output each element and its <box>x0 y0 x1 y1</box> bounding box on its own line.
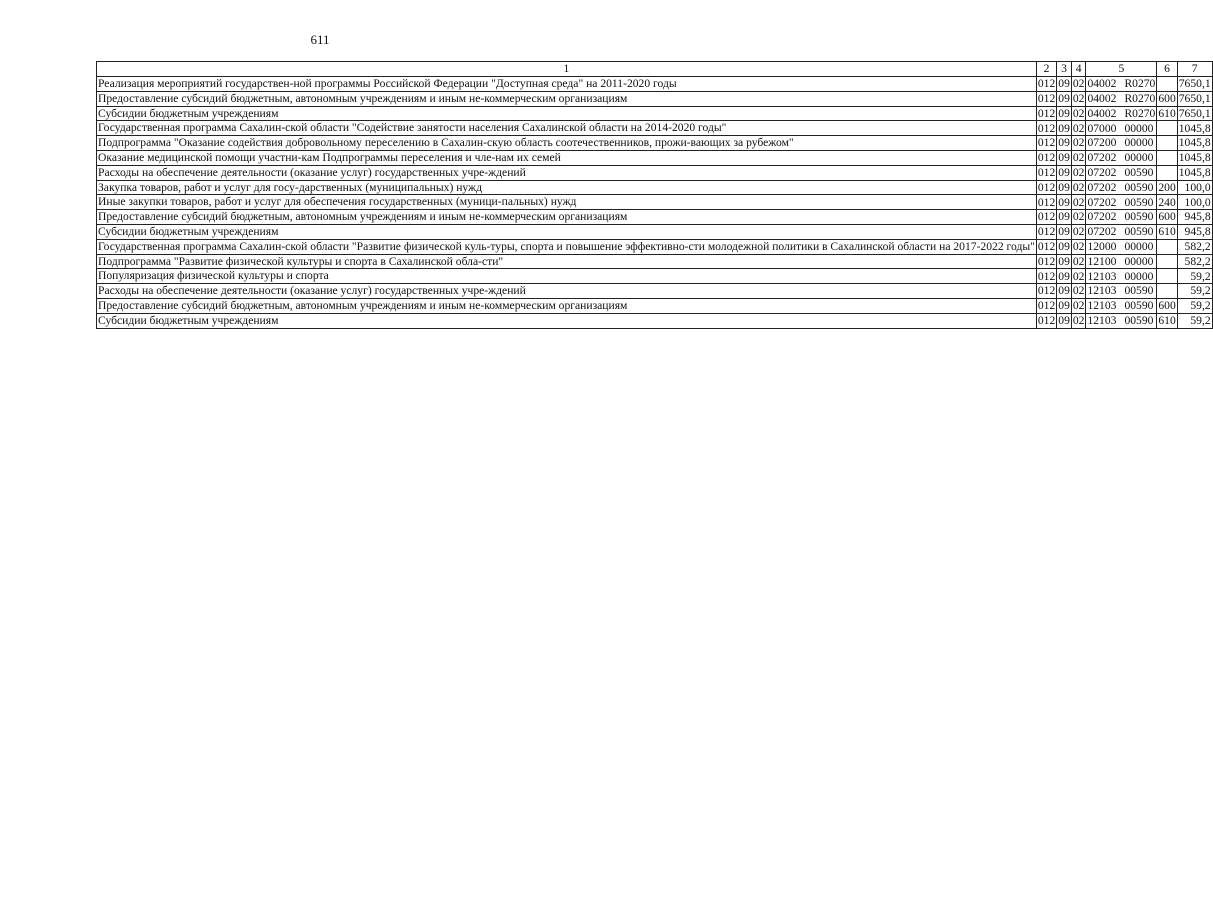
table-body <box>97 77 1213 329</box>
section-code: 09 <box>1058 180 1070 194</box>
column-header: 2 <box>1036 62 1056 77</box>
target-article-code <box>1086 106 1157 121</box>
ministry-code: 012 <box>1037 240 1056 254</box>
ministry-code: 012 <box>1037 166 1056 180</box>
section-code: 09 <box>1058 314 1070 328</box>
expense-type-code: 200 <box>1158 180 1176 194</box>
subsection-code: 02 <box>1072 106 1085 120</box>
target-article-code <box>1086 239 1157 254</box>
ministry-code: 012 <box>1037 136 1056 150</box>
expense-type-code: 240 <box>1158 195 1176 209</box>
target-article-code <box>1086 298 1157 313</box>
amount-value: 7650,1 <box>1178 77 1211 91</box>
expense-type-code: 600 <box>1158 299 1176 313</box>
target-article-part-b: 00590 <box>1124 314 1154 328</box>
ministry-code: 012 <box>1037 195 1056 209</box>
subsection-code: 02 <box>1072 240 1085 254</box>
section-code: 09 <box>1058 195 1070 209</box>
expense-type-code <box>1157 77 1177 92</box>
subsection-code: 02 <box>1072 136 1085 150</box>
expense-type-code: 610 <box>1158 314 1176 328</box>
row-description: Реализация мероприятий государствен-ной программы Российской Федерации "Доступная среда" на 2011-2020 годы <box>97 77 1037 92</box>
row-description: Государственная программа Сахалин-ской области "Развитие физической куль-туры, спорта и повышение эффективно-сти молодежной политики в Сахалинской области на 2017-2022 годы" <box>98 239 1035 253</box>
subsection-code: 02 <box>1072 225 1085 239</box>
table-row <box>97 210 1213 225</box>
target-article-code <box>1086 269 1157 284</box>
target-article-code <box>1086 91 1157 106</box>
target-article-part-a: 07202 <box>1087 210 1117 224</box>
subsection-code: 02 <box>1072 195 1085 209</box>
target-article-code <box>1086 180 1157 195</box>
table-row <box>97 313 1213 328</box>
row-description: Предоставление субсидий бюджетным, автономным учреждениям и иным не-коммерческим организациям <box>97 210 1037 225</box>
target-article-part-a: 04002 <box>1087 92 1117 106</box>
target-article-part-b: 00000 <box>1124 151 1154 165</box>
expense-type-code: 610 <box>1158 106 1176 120</box>
ministry-code: 012 <box>1037 314 1056 328</box>
row-description: Подпрограмма "Оказание содействия добровольному переселению в Сахалин-скую область соотечественников, прожи-вающих за рубежом" <box>97 136 1037 151</box>
section-code: 09 <box>1058 92 1070 106</box>
expense-type-code <box>1157 239 1177 254</box>
row-description: Закупка товаров, работ и услуг для госу-дарственных (муниципальных) нужд <box>97 180 1037 195</box>
target-article-code <box>1086 150 1157 165</box>
subsection-code: 02 <box>1072 77 1085 91</box>
amount-value: 945,8 <box>1177 224 1212 239</box>
amount-value: 59,2 <box>1177 298 1212 313</box>
section-code: 09 <box>1058 284 1070 298</box>
row-description: Государственная программа Сахалин-ской области "Содействие занятости населения Сахалинской области на 2014-2020 годы" <box>97 121 1037 136</box>
ministry-code: 012 <box>1037 106 1056 120</box>
amount-value: 582,2 <box>1177 254 1212 269</box>
table-row <box>97 224 1213 239</box>
row-description: Популяризация физической культуры и спорта <box>97 269 1037 284</box>
target-article-code <box>1086 165 1157 180</box>
target-article-part-a: 12103 <box>1087 314 1117 328</box>
table-row <box>97 269 1213 284</box>
table-row <box>97 77 1213 92</box>
subsection-code: 02 <box>1072 284 1085 298</box>
target-article-part-b: 00000 <box>1124 121 1154 135</box>
target-article-part-b: 00000 <box>1124 269 1154 283</box>
expense-type-code <box>1157 150 1177 165</box>
row-description: Оказание медицинской помощи участни-кам Подпрограммы переселения и чле-нам их семей <box>97 150 1037 165</box>
target-article-part-b: 00000 <box>1124 136 1154 150</box>
expense-type-code <box>1157 284 1177 299</box>
target-article-part-a: 12103 <box>1087 269 1117 283</box>
section-code: 09 <box>1058 210 1070 224</box>
section-code: 09 <box>1058 136 1070 150</box>
ministry-code: 012 <box>1037 299 1056 313</box>
target-article-part-a: 12103 <box>1087 284 1117 298</box>
ministry-code: 012 <box>1037 121 1056 135</box>
header-row <box>97 62 1213 77</box>
ministry-code: 012 <box>1037 92 1056 106</box>
expense-type-code <box>1157 121 1177 136</box>
amount-value: 945,8 <box>1177 210 1212 225</box>
target-article-part-a: 07200 <box>1087 136 1117 150</box>
target-article-code <box>1086 313 1157 328</box>
table-row <box>97 106 1213 121</box>
section-code: 09 <box>1058 77 1070 91</box>
section-code: 09 <box>1058 269 1070 283</box>
amount-value: 59,2 <box>1177 269 1212 284</box>
target-article-code <box>1086 77 1157 92</box>
section-code: 09 <box>1058 254 1070 268</box>
target-article-part-a: 07202 <box>1087 195 1117 209</box>
target-article-part-b: 00590 <box>1124 166 1154 180</box>
column-header: 7 <box>1177 62 1212 77</box>
section-code: 09 <box>1058 225 1070 239</box>
table-row <box>97 150 1213 165</box>
section-code: 09 <box>1058 240 1070 254</box>
ministry-code: 012 <box>1037 77 1056 91</box>
amount-value: 100,0 <box>1177 195 1212 210</box>
ministry-code: 012 <box>1037 210 1056 224</box>
target-article-part-b: 00000 <box>1124 254 1154 268</box>
section-code: 09 <box>1058 106 1070 120</box>
target-article-code <box>1086 195 1157 210</box>
column-header: 1 <box>97 62 1037 77</box>
target-article-part-a: 07202 <box>1087 151 1117 165</box>
target-article-part-a: 07202 <box>1087 225 1117 239</box>
subsection-code: 02 <box>1072 299 1085 313</box>
column-header: 5 <box>1086 62 1157 77</box>
ministry-code: 012 <box>1037 269 1056 283</box>
target-article-code <box>1086 210 1157 225</box>
amount-value: 582,2 <box>1177 239 1212 254</box>
row-description: Расходы на обеспечение деятельности (оказание услуг) государственных учре-ждений <box>97 165 1037 180</box>
target-article-code <box>1086 224 1157 239</box>
table-row <box>97 298 1213 313</box>
table-row <box>97 284 1213 299</box>
target-article-part-b: 00590 <box>1124 299 1154 313</box>
target-article-part-a: 12100 <box>1087 254 1117 268</box>
expense-type-code <box>1157 165 1177 180</box>
table-row <box>97 180 1213 195</box>
expense-type-code <box>1157 254 1177 269</box>
amount-value: 1045,8 <box>1178 151 1211 165</box>
subsection-code: 02 <box>1072 92 1085 106</box>
ministry-code: 012 <box>1037 225 1056 239</box>
expense-type-code: 600 <box>1158 210 1176 224</box>
table-row <box>97 121 1213 136</box>
target-article-code <box>1086 284 1157 299</box>
ministry-code: 012 <box>1037 151 1056 165</box>
ministry-code: 012 <box>1037 284 1056 298</box>
subsection-code: 02 <box>1072 269 1085 283</box>
amount-value: 100,0 <box>1177 180 1212 195</box>
row-description: Субсидии бюджетным учреждениям <box>97 313 1037 328</box>
amount-value: 7650,1 <box>1178 106 1211 120</box>
target-article-part-a: 12000 <box>1087 240 1117 254</box>
target-article-part-b: R0270 <box>1124 106 1156 120</box>
subsection-code: 02 <box>1072 166 1085 180</box>
amount-value: 7650,1 <box>1178 92 1211 106</box>
target-article-part-b: 00590 <box>1124 180 1154 194</box>
amount-value: 1045,8 <box>1178 121 1211 135</box>
subsection-code: 02 <box>1072 254 1085 268</box>
subsection-code: 02 <box>1072 121 1085 135</box>
row-description: Расходы на обеспечение деятельности (оказание услуг) государственных учре-ждений <box>97 284 1037 299</box>
target-article-part-b: 00590 <box>1124 284 1154 298</box>
row-description: Предоставление субсидий бюджетным, автономным учреждениям и иным не-коммерческим организациям <box>97 298 1037 313</box>
target-article-part-b: 00590 <box>1124 195 1154 209</box>
section-code: 09 <box>1058 299 1070 313</box>
section-code: 09 <box>1058 151 1070 165</box>
expense-type-code <box>1157 136 1177 151</box>
subsection-code: 02 <box>1072 180 1085 194</box>
row-description: Иные закупки товаров, работ и услуг для обеспечения государственных (муници-пальных) нужд <box>97 195 1037 210</box>
row-description: Подпрограмма "Развитие физической культуры и спорта в Сахалинской обла-сти" <box>97 254 1037 269</box>
row-description: Субсидии бюджетным учреждениям <box>97 106 1037 121</box>
table-row <box>97 195 1213 210</box>
section-code: 09 <box>1058 166 1070 180</box>
expense-type-code: 600 <box>1158 92 1176 106</box>
amount-value: 59,2 <box>1177 284 1212 299</box>
target-article-part-a: 04002 <box>1087 106 1117 120</box>
target-article-part-b: 00590 <box>1124 210 1154 224</box>
target-article-part-b: R0270 <box>1124 77 1156 91</box>
subsection-code: 02 <box>1072 151 1085 165</box>
target-article-part-a: 04002 <box>1087 77 1117 91</box>
table-row <box>97 254 1213 269</box>
amount-value: 1045,8 <box>1178 136 1211 150</box>
column-header: 3 <box>1057 62 1072 77</box>
target-article-part-a: 12103 <box>1087 299 1117 313</box>
page-number: 611 <box>310 32 330 47</box>
target-article-code <box>1086 121 1157 136</box>
column-header: 6 <box>1157 62 1177 77</box>
table-row <box>97 239 1213 254</box>
amount-value: 1045,8 <box>1178 166 1211 180</box>
table-row <box>97 91 1213 106</box>
target-article-part-b: 00000 <box>1124 240 1154 254</box>
subsection-code: 02 <box>1072 210 1085 224</box>
section-code: 09 <box>1058 121 1070 135</box>
table-row <box>97 165 1213 180</box>
row-description: Предоставление субсидий бюджетным, автономным учреждениям и иным не-коммерческим организациям <box>97 91 1037 106</box>
ministry-code: 012 <box>1037 254 1056 268</box>
expense-type-code <box>1157 269 1177 284</box>
ministry-code: 012 <box>1037 180 1056 194</box>
target-article-part-a: 07202 <box>1087 180 1117 194</box>
amount-value: 59,2 <box>1177 313 1212 328</box>
target-article-part-a: 07202 <box>1087 166 1117 180</box>
table-row <box>97 136 1213 151</box>
budget-table <box>96 61 1213 329</box>
target-article-part-b: 00590 <box>1124 225 1154 239</box>
column-header: 4 <box>1071 62 1086 77</box>
target-article-part-a: 07000 <box>1087 121 1117 135</box>
target-article-code <box>1086 136 1157 151</box>
row-description: Субсидии бюджетным учреждениям <box>97 224 1037 239</box>
target-article-part-b: R0270 <box>1124 92 1156 106</box>
target-article-code <box>1086 254 1157 269</box>
subsection-code: 02 <box>1072 314 1085 328</box>
expense-type-code: 610 <box>1158 225 1176 239</box>
